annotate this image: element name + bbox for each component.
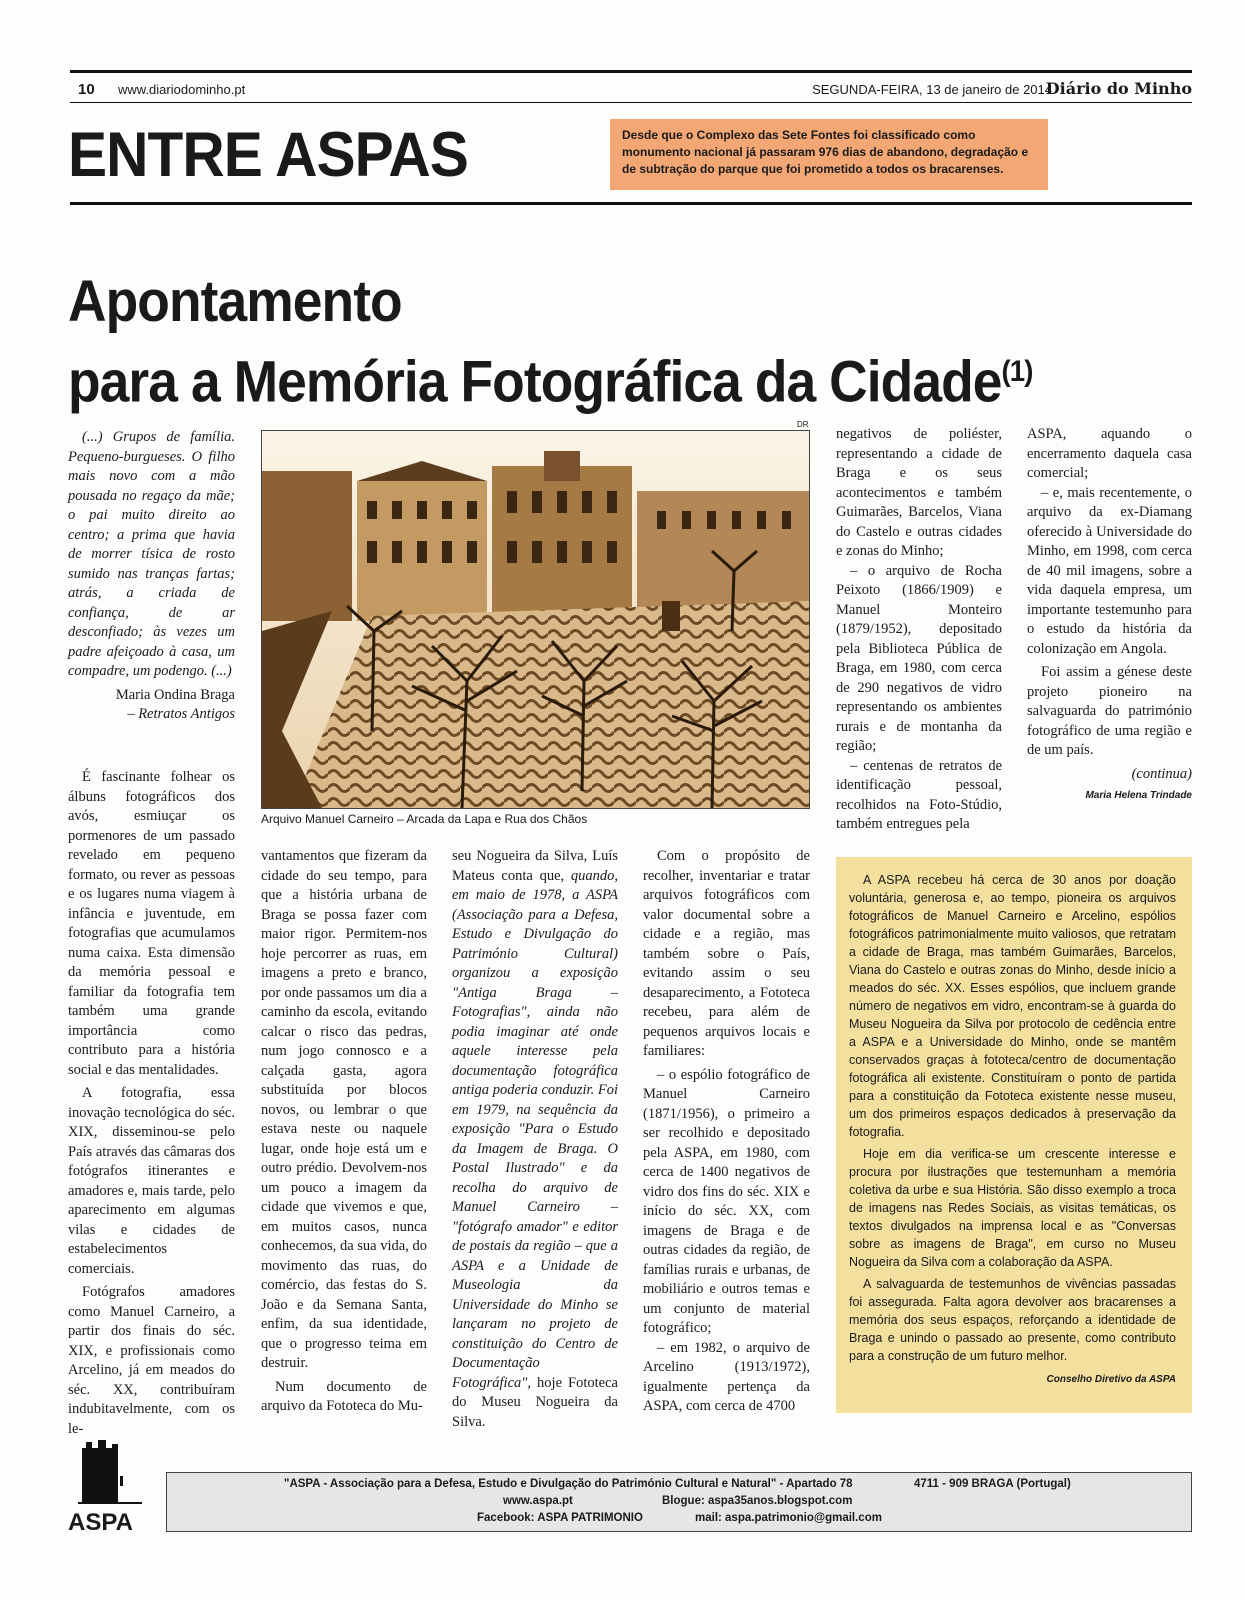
paragraph: negativos de poliéster, representando a cidade de Braga e os seus acontecimentos e também Guimarães, Barcelos, Viana do Castelo e outras cidades e zonas do Minho; xyxy=(836,426,1002,559)
paragraph: Com o propósito de recolher, inventariar e tratar arquivos fotográficos com valor documental sobre a cidade e a região, mas também sobre o País, evitando assim o seu desaparecimento, a Fototeca recebeu, para além de pequenos arquivos locais e familiares: xyxy=(643,848,810,1059)
footer-address: 4711 - 909 BRAGA (Portugal) xyxy=(914,1478,1071,1490)
masthead-logo: Diário do Minho xyxy=(1045,79,1192,98)
header-date: SEGUNDA-FEIRA, 13 de janeiro de 2014 xyxy=(812,82,1052,97)
epigraph xyxy=(68,428,235,725)
column-3 xyxy=(452,847,618,1432)
footer-facebook[interactable]: Facebook: ASPA PATRIMONIO xyxy=(477,1512,643,1524)
paragraph: – o arquivo de Rocha Peixoto (1866/1909) e Manuel Monteiro (1879/1952), depositado pela Biblioteca Pública de Braga, em 1980, com cerca de 290 negativos de vidro representando os ambientes rurais e de montanha da região; xyxy=(836,562,1002,754)
contact-footer xyxy=(166,1472,1192,1532)
paragraph: A fotografia, essa inovação tecnológica do séc. XIX, disseminou-se pelo País através das câmaras dos fotógrafos itinerantes e amadores e, mais tarde, pelo aparecimento em algumas vilas e cidades de estabelecimentos comerciais. xyxy=(68,1085,235,1277)
paragraph: Fotógrafos amadores como Manuel Carneiro, a partir dos finais do séc. XIX, e profissionais como Arcelino, já em meados do séc. XX, contribuíram indubitavelmente, com os le- xyxy=(68,1284,235,1437)
paragraph: Num documento de arquivo da Fototeca do Mu- xyxy=(261,1378,427,1414)
aspa-logo xyxy=(68,1436,148,1536)
headline-text: para a Memória Fotográfica da Cidade xyxy=(68,349,1002,415)
paragraph: Foi assim a génese deste projeto pioneiro na salvaguarda do património fotográfico de uma região e de um país. xyxy=(1027,664,1192,758)
section-title: ENTRE ASPAS xyxy=(68,120,468,190)
footer-website[interactable]: www.aspa.pt xyxy=(503,1495,573,1507)
column-6 xyxy=(1027,425,1192,806)
photo-credit: DR xyxy=(797,420,809,429)
column-4 xyxy=(643,847,810,1417)
sidebar-signature: Conselho Diretivo da ASPA xyxy=(1046,1374,1176,1385)
epigraph-author: Maria Ondina Braga xyxy=(115,686,235,703)
epigraph-source: – Retratos Antigos xyxy=(127,706,235,722)
header-website[interactable]: www.diariodominho.pt xyxy=(118,82,246,97)
paragraph: ASPA, aquando o encerramento daquela casa comercial; xyxy=(1027,426,1192,481)
headline-note: (1) xyxy=(1001,355,1033,388)
paragraph: – e, mais recentemente, o arquivo da ex-Diamang oferecido à Universidade do Minho, em 1998, com cerca de 40 mil imagens, sobre a vida daquela empresa, um importante testemunho para o estudo da história da colonização em Angola. xyxy=(1027,484,1192,657)
text-run: , hoje Fototeca do Museu Nogueira da Silva. xyxy=(452,1374,618,1430)
paragraph xyxy=(452,847,618,1432)
photo-caption: Arquivo Manuel Carneiro – Arcada da Lapa e Rua dos Chãos xyxy=(261,812,588,826)
epigraph-text: (...) Grupos de família. Pequeno-burgueses. O filho mais novo com a mão pousada no regaço da mãe; o pai muito direito ao centro; a prima que havia de morrer tísica de rosto sumido nas tranças fartas; atrás, a criada de confiança, de ar desconfiado; às vezes um padre afeiçoado à casa, um compadre, um podengo. (...) xyxy=(68,429,235,679)
footer-blog[interactable]: Blogue: aspa35anos.blogspot.com xyxy=(662,1495,853,1507)
aspa-sidebar-box xyxy=(836,857,1192,1413)
headline-line-2 xyxy=(68,338,1033,416)
text-run: seu Nogueira da Silva, Luís Mateus conta que, xyxy=(452,848,618,884)
paragraph: – centenas de retratos de identificação pessoal, recolhidos na Foto-Stúdio, também entregues pela xyxy=(836,757,1002,832)
square-photo-illustration xyxy=(262,431,809,808)
paragraph: – em 1982, o arquivo de Arcelino (1913/1972), igualmente pertença da ASPA, com cerca de 4700 xyxy=(643,1339,810,1414)
column-5 xyxy=(836,425,1002,835)
article-author: Maria Helena Trindade xyxy=(1085,790,1192,801)
header-rule xyxy=(70,102,1192,103)
sidebar-paragraph: A ASPA recebeu há cerca de 30 anos por doação voluntária, generosa e, ao tempo, pioneira os arquivos fotográficos de Manuel Carneiro e Arcelino, espólios fotográficos patrimonialmente muito valiosos, que retratam a cidade de Braga, mas também Guimarães, Barcelos, Viana do Castelo e outras zonas do Minho, desde início a meados do séc. XX. Esses espólios, que incluem grande número de negativos em vidro, encontram-se à guarda do Museu Nogueira da Silva por protocolo de cedência entre a ASPA e a Universidade do Minho, onde se mantêm conservados graças à fototeca/centro de documentação fotográfica ali existente. Constituíram o ponto de partida para a constituição da Fototeca existente nesse museu, um dos primeiros espaços dedicados à preservação da fotografia. xyxy=(849,873,1176,1139)
callout-box: Desde que o Complexo das Sete Fontes foi classificado como monumento nacional já passaram 976 dias de abandono, degradação e de subtração do parque que foi prometido a todos os bracarenses. xyxy=(610,119,1048,190)
archive-photo xyxy=(261,430,810,809)
page-number: 10 xyxy=(78,81,95,98)
continua-note: (continua) xyxy=(1131,765,1192,782)
sidebar-paragraph: A salvaguarda de testemunhos de vivências passadas foi assegurada. Falta agora devolver aos bracarenses a memória dos seus espaços, reforçando a identidade de Braga e unindo o passado ao presente, como contributo para a construção de um futuro melhor. xyxy=(849,1277,1176,1363)
page-header xyxy=(70,73,1192,103)
logo-text: ASPA xyxy=(68,1509,133,1536)
column-2 xyxy=(261,847,427,1417)
quote-run: quando, em maio de 1978, a ASPA (Associação para a Defesa, Estudo e Divulgação do Património Cultural) organizou a exposição "Antiga Braga – Fotografias", ainda não podia imaginar até onde aquele interesse pela documentação fotográfica antiga poderia conduzir. Foi em 1979, na sequência da exposição "Para o Estudo da Imagem de Braga. O Postal Ilustrado" e da recolha do arquivo de Manuel Carneiro – "fotógrafo amador" e editor de postais da região – que a ASPA e a Unidade de Museologia da Universidade do Minho se lançaram no projeto de constituição do Centro de Documentação Fotográfica" xyxy=(452,867,618,1391)
headline-line-1: Apontamento xyxy=(68,269,402,334)
section-rule xyxy=(70,202,1192,205)
sidebar-paragraph: Hoje em dia verifica-se um crescente interesse e procura por ilustrações que testemunham a memória coletiva da urbe e sua História. São disso exemplo a troca de imagens nas Redes Sociais, as visitas temáticas, os textos divulgados na imprensa local e as "Conversas sobre as imagens de Braga", em curso no Museu Nogueira da Silva com a colaboração da ASPA. xyxy=(849,1147,1176,1269)
column-1 xyxy=(68,768,235,1439)
paragraph: É fascinante folhear os álbuns fotográficos dos avós, esmiuçar os pormenores de um passado revelado em pequeno formato, ou rever as pessoas e os lugares numa viagem à infância e juventude, em fotografias que acumulamos numa caixa. Esta dimensão da memória pessoal e familiar da fotografia tem também uma grande importância como contributo para a história social e das mentalidades. xyxy=(68,769,235,1078)
paragraph: vantamentos que fizeram da cidade do seu tempo, para que a história urbana de Braga se possa fazer com maior rigor. Permitem-nos hoje percorrer as ruas, em imagens a preto e branco, por onde passamos um dia a caminho da escola, evitando calcar o risco das pedras, num jogo connosco e a calçada gasta, agora substituída por blocos novos, ou lembrar o que estava neste ou naquele lugar, onde hoje está um e outro prédio. Devolvem-nos um pouco a imagem da cidade que vivemos e que, em muitos casos, nunca conhecemos, da sua vida, do movimento das ruas, do comércio, das festas do S. João e da Semana Santa, enfim, da sua identidade, que o progresso teima em destruir. xyxy=(261,848,427,1371)
tower-icon xyxy=(68,1436,148,1506)
footer-org: "ASPA - Associação para a Defesa, Estudo e Divulgação do Património Cultural e Natural" - Apartado 78 xyxy=(284,1478,853,1490)
paragraph: – o espólio fotográfico de Manuel Carneiro (1871/1956), o primeiro a ser recolhido e depositado pela ASPA, em 1980, com cerca de 1400 negativos de vidro dos fins do séc. XIX e início do séc. XX, com imagens de Braga e de outras cidades da região, de famílias rurais e urbanas, de mobiliário e outros temas e um conjunto de material fotográfico; xyxy=(643,1066,810,1336)
footer-email[interactable]: mail: aspa.patrimonio@gmail.com xyxy=(695,1512,882,1524)
